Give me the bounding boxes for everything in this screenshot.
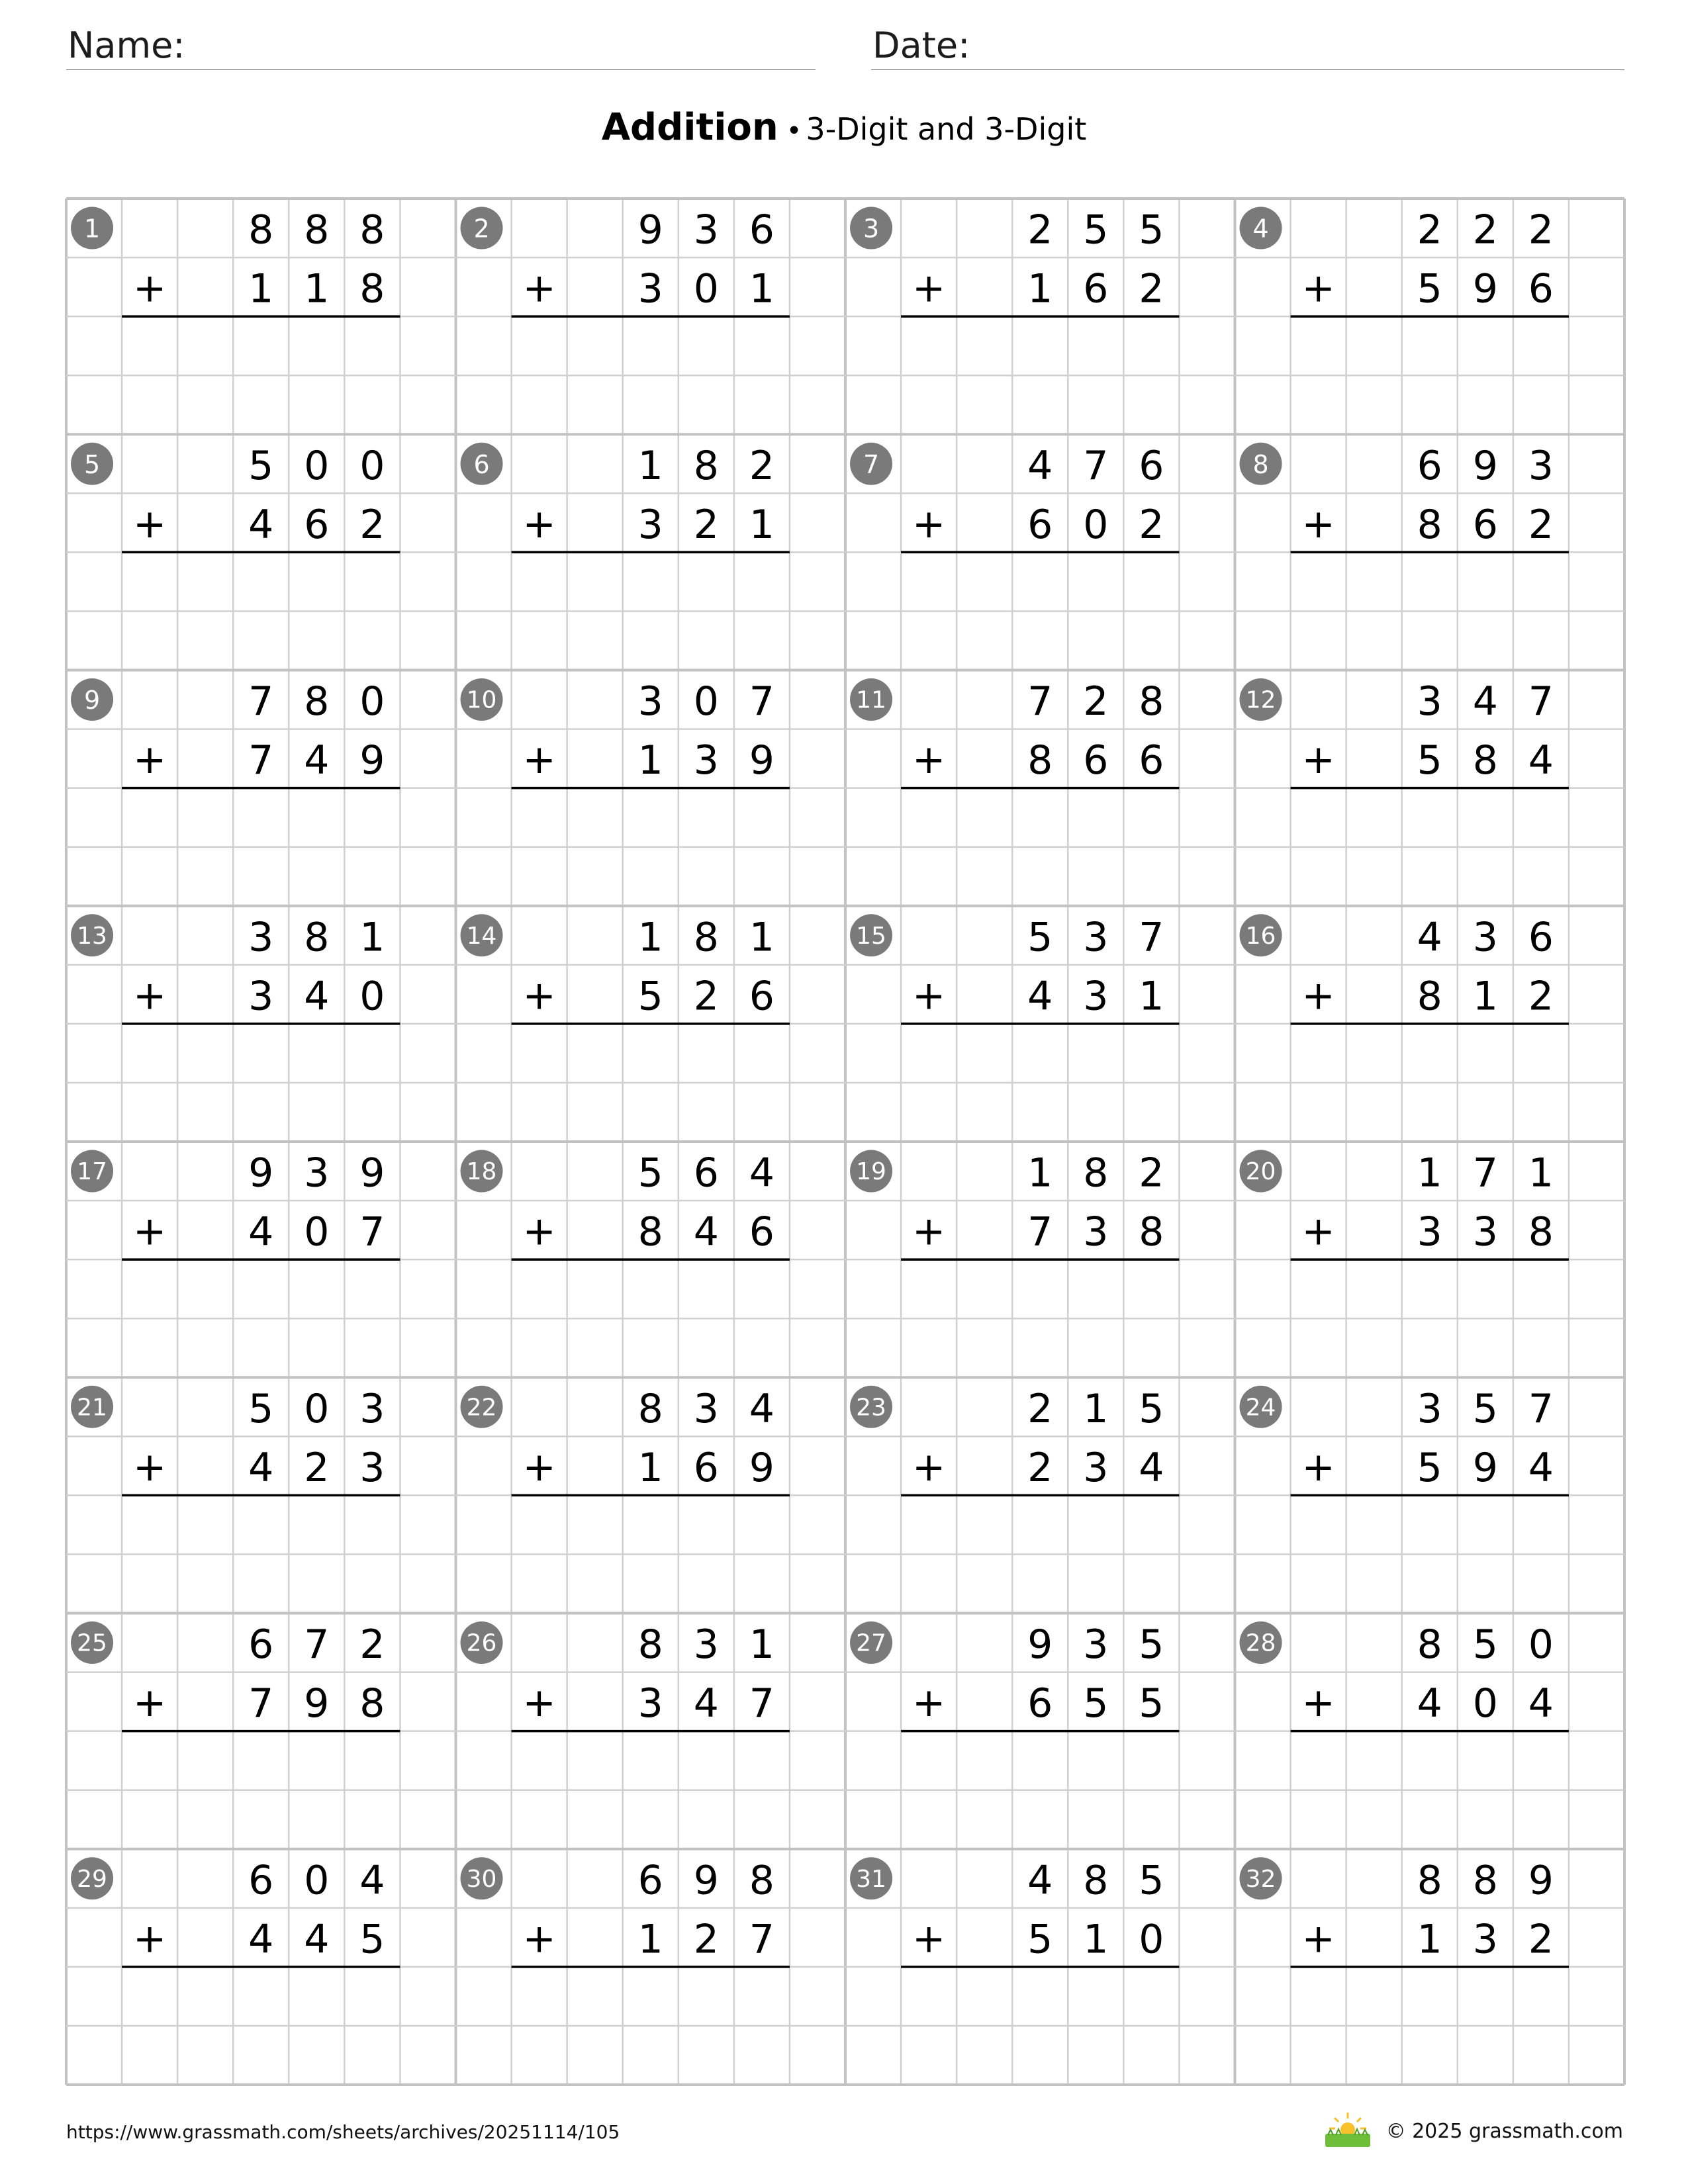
problem-number: 10 (466, 686, 497, 714)
addend-digit: 1 (637, 914, 663, 961)
addend-digit: 5 (1417, 737, 1442, 784)
addend-digit: 2 (1027, 206, 1053, 253)
addend-digit: 6 (693, 1444, 719, 1491)
addend-digit: 3 (693, 737, 719, 784)
addend-digit: 6 (304, 501, 330, 548)
addend-digit: 8 (693, 914, 719, 961)
addend-digit: 4 (749, 1150, 774, 1197)
addend-digit: 2 (304, 1444, 330, 1491)
addend-digit: 0 (1139, 1916, 1164, 1963)
addend-digit: 2 (693, 501, 719, 548)
problem-number: 3 (863, 214, 880, 244)
addend-digit: 3 (1083, 1621, 1109, 1668)
problem-number: 14 (466, 922, 497, 950)
addend-digit: 1 (359, 914, 385, 961)
addend-digit: 9 (1472, 442, 1498, 489)
addend-digit: 0 (304, 442, 330, 489)
problem-number: 28 (1245, 1629, 1276, 1657)
addend-digit: 2 (693, 1916, 719, 1963)
addend-digit: 2 (1528, 501, 1554, 548)
date-label: Date: (872, 24, 970, 66)
addend-digit: 5 (359, 1916, 385, 1963)
addend-digit: 4 (693, 1208, 719, 1255)
addend-digit: 8 (248, 206, 274, 253)
addend-digit: 9 (637, 206, 663, 253)
addend-digit: 4 (693, 1680, 719, 1727)
addend-digit: 7 (1528, 1385, 1554, 1432)
addend-digit: 5 (637, 1150, 663, 1197)
addend-digit: 4 (1027, 973, 1053, 1020)
addend-digit: 1 (1083, 1385, 1109, 1432)
addend-digit: 7 (749, 678, 774, 725)
addend-digit: 1 (1027, 1150, 1053, 1197)
addend-digit: 8 (304, 914, 330, 961)
addend-digit: 0 (1472, 1680, 1498, 1727)
addend-digit: 5 (1139, 206, 1164, 253)
addend-digit: 7 (248, 1680, 274, 1727)
addend-digit: 8 (637, 1621, 663, 1668)
problem-number: 29 (77, 1865, 107, 1893)
addend-digit: 5 (1417, 265, 1442, 312)
addend-digit: 8 (1528, 1208, 1554, 1255)
addend-digit: 4 (304, 973, 330, 1020)
addend-digit: 7 (248, 737, 274, 784)
addend-digit: 6 (637, 1857, 663, 1904)
addend-digit: 8 (1139, 1208, 1164, 1255)
addend-digit: 7 (749, 1916, 774, 1963)
addend-digit: 2 (1139, 1150, 1164, 1197)
plus-sign: + (1301, 1915, 1335, 1962)
addend-digit: 1 (1472, 973, 1498, 1020)
addend-digit: 8 (693, 442, 719, 489)
addend-digit: 0 (1083, 501, 1109, 548)
problem-number: 11 (856, 686, 886, 714)
addend-digit: 2 (1027, 1444, 1053, 1491)
grass-sun-logo-icon (1324, 2110, 1372, 2148)
addend-digit: 1 (749, 1621, 774, 1668)
plus-sign: + (1301, 1208, 1335, 1255)
problem-number: 19 (856, 1158, 886, 1186)
addend-digit: 3 (1417, 678, 1442, 725)
addend-digit: 5 (1027, 1916, 1053, 1963)
problem-number: 8 (1252, 449, 1269, 479)
addend-digit: 4 (749, 1385, 774, 1432)
addend-digit: 4 (1472, 678, 1498, 725)
addend-digit: 5 (248, 442, 274, 489)
addend-digit: 5 (1139, 1621, 1164, 1668)
addend-digit: 8 (304, 206, 330, 253)
addend-digit: 4 (248, 1916, 274, 1963)
addend-digit: 4 (1417, 1680, 1442, 1727)
plus-sign: + (912, 1915, 946, 1962)
addend-digit: 8 (359, 206, 385, 253)
addend-digit: 8 (637, 1385, 663, 1432)
problem-number: 20 (1245, 1158, 1276, 1186)
problem-number: 5 (83, 449, 101, 479)
addend-digit: 0 (359, 678, 385, 725)
addend-digit: 6 (1083, 265, 1109, 312)
addend-digit: 7 (304, 1621, 330, 1668)
addend-digit: 5 (1417, 1444, 1442, 1491)
addend-digit: 3 (359, 1385, 385, 1432)
addend-digit: 2 (1139, 501, 1164, 548)
addend-digit: 7 (359, 1208, 385, 1255)
plus-sign: + (522, 1915, 556, 1962)
addend-digit: 7 (1027, 678, 1053, 725)
addend-digit: 8 (1027, 737, 1053, 784)
addend-digit: 2 (693, 973, 719, 1020)
addend-digit: 3 (1472, 914, 1498, 961)
addend-digit: 0 (304, 1857, 330, 1904)
addend-digit: 4 (1027, 1857, 1053, 1904)
problem-number: 25 (77, 1629, 107, 1657)
addend-digit: 1 (304, 265, 330, 312)
plus-sign: + (522, 737, 556, 784)
addend-digit: 5 (248, 1385, 274, 1432)
addend-digit: 9 (749, 737, 774, 784)
plus-sign: + (1301, 1443, 1335, 1490)
addend-digit: 6 (248, 1621, 274, 1668)
addend-digit: 5 (1139, 1857, 1164, 1904)
addend-digit: 7 (1139, 914, 1164, 961)
addend-digit: 3 (1083, 1208, 1109, 1255)
addend-digit: 6 (749, 1208, 774, 1255)
addend-digit: 5 (1083, 206, 1109, 253)
addend-digit: 8 (359, 1680, 385, 1727)
problem-number: 1 (83, 214, 101, 244)
addend-digit: 4 (304, 1916, 330, 1963)
addend-digit: 2 (359, 1621, 385, 1668)
addend-digit: 6 (248, 1857, 274, 1904)
addend-digit: 3 (637, 1680, 663, 1727)
addend-digit: 3 (1083, 914, 1109, 961)
addend-digit: 8 (1472, 1857, 1498, 1904)
addend-digit: 8 (1417, 1857, 1442, 1904)
addend-digit: 8 (749, 1857, 774, 1904)
plus-sign: + (132, 1208, 167, 1255)
problem-number: 22 (466, 1394, 497, 1422)
footer-url[interactable]: https://www.grassmath.com/sheets/archives/20251114/105 (66, 2121, 620, 2143)
addend-digit: 1 (1417, 1150, 1442, 1197)
addend-digit: 3 (637, 501, 663, 548)
problem-number: 31 (856, 1865, 886, 1893)
addend-digit: 7 (248, 678, 274, 725)
problem-number: 17 (77, 1158, 107, 1186)
addend-digit: 3 (693, 1621, 719, 1668)
addend-digit: 2 (1083, 678, 1109, 725)
problem-number: 26 (466, 1629, 497, 1657)
plus-sign: + (912, 972, 946, 1019)
plus-sign: + (522, 265, 556, 312)
plus-sign: + (912, 1208, 946, 1255)
problem-number: 7 (863, 449, 880, 479)
addend-digit: 7 (1083, 442, 1109, 489)
addend-digit: 0 (1528, 1621, 1554, 1668)
plus-sign: + (912, 1680, 946, 1727)
addend-digit: 1 (1528, 1150, 1554, 1197)
plus-sign: + (912, 265, 946, 312)
addend-digit: 3 (637, 678, 663, 725)
addend-digit: 9 (749, 1444, 774, 1491)
addend-digit: 8 (359, 265, 385, 312)
plus-sign: + (132, 1680, 167, 1727)
addend-digit: 6 (1027, 1680, 1053, 1727)
addend-digit: 5 (1139, 1680, 1164, 1727)
addend-digit: 3 (359, 1444, 385, 1491)
addend-digit: 8 (1417, 973, 1442, 1020)
plus-sign: + (522, 1443, 556, 1490)
addend-digit: 2 (1417, 206, 1442, 253)
addend-digit: 2 (1027, 1385, 1053, 1432)
addend-digit: 6 (1528, 914, 1554, 961)
addend-digit: 0 (304, 1208, 330, 1255)
plus-sign: + (912, 737, 946, 784)
problem-number: 18 (466, 1158, 497, 1186)
title-separator: • (786, 116, 802, 146)
problem-number: 12 (1245, 686, 1276, 714)
addend-digit: 6 (1417, 442, 1442, 489)
addend-digit: 2 (1528, 1916, 1554, 1963)
addend-digit: 8 (304, 678, 330, 725)
addend-digit: 4 (1528, 1444, 1554, 1491)
addend-digit: 8 (1083, 1857, 1109, 1904)
addend-digit: 1 (749, 501, 774, 548)
addend-digit: 7 (749, 1680, 774, 1727)
addend-digit: 0 (693, 678, 719, 725)
plus-sign: + (132, 1443, 167, 1490)
problem-number: 32 (1245, 1865, 1276, 1893)
addend-digit: 5 (1472, 1385, 1498, 1432)
plus-sign: + (522, 500, 556, 547)
addend-digit: 5 (1139, 1385, 1164, 1432)
addend-digit: 6 (1139, 737, 1164, 784)
addend-digit: 2 (749, 442, 774, 489)
addend-digit: 6 (1083, 737, 1109, 784)
plus-sign: + (522, 1680, 556, 1727)
addend-digit: 9 (1027, 1621, 1053, 1668)
addend-digit: 8 (1139, 678, 1164, 725)
addend-digit: 2 (1472, 206, 1498, 253)
addend-digit: 0 (304, 1385, 330, 1432)
addend-digit: 5 (1027, 914, 1053, 961)
plus-sign: + (132, 265, 167, 312)
addend-digit: 6 (1528, 265, 1554, 312)
addend-digit: 3 (248, 973, 274, 1020)
problem-number: 24 (1245, 1394, 1276, 1422)
addend-digit: 5 (1472, 1621, 1498, 1668)
addend-digit: 0 (693, 265, 719, 312)
title-subtitle: 3-Digit and 3-Digit (806, 111, 1087, 147)
addend-digit: 3 (1083, 1444, 1109, 1491)
addend-digit: 6 (1027, 501, 1053, 548)
problem-number: 30 (466, 1865, 497, 1893)
problem-number: 13 (77, 922, 107, 950)
addend-digit: 3 (1472, 1208, 1498, 1255)
addend-digit: 6 (1472, 501, 1498, 548)
addend-digit: 9 (1528, 1857, 1554, 1904)
addend-digit: 5 (637, 973, 663, 1020)
addend-digit: 9 (1472, 265, 1498, 312)
addend-digit: 7 (1472, 1150, 1498, 1197)
addend-digit: 4 (304, 737, 330, 784)
addend-digit: 1 (1027, 265, 1053, 312)
plus-sign: + (522, 972, 556, 1019)
addend-digit: 7 (1027, 1208, 1053, 1255)
problem-number: 6 (473, 449, 490, 479)
plus-sign: + (1301, 972, 1335, 1019)
addend-digit: 9 (1472, 1444, 1498, 1491)
addend-digit: 4 (248, 1444, 274, 1491)
addend-digit: 1 (637, 442, 663, 489)
addend-digit: 4 (1528, 1680, 1554, 1727)
addend-digit: 9 (304, 1680, 330, 1727)
addend-digit: 3 (1417, 1208, 1442, 1255)
plus-sign: + (132, 500, 167, 547)
addend-digit: 8 (1417, 1621, 1442, 1668)
addend-digit: 6 (693, 1150, 719, 1197)
addend-digit: 1 (749, 265, 774, 312)
plus-sign: + (1301, 500, 1335, 547)
title-main: Addition (601, 106, 778, 149)
plus-sign: + (1301, 1680, 1335, 1727)
plus-sign: + (132, 972, 167, 1019)
addend-digit: 8 (1083, 1150, 1109, 1197)
problem-number: 4 (1252, 214, 1269, 244)
addend-digit: 3 (1528, 442, 1554, 489)
addend-digit: 3 (304, 1150, 330, 1197)
addend-digit: 4 (248, 1208, 274, 1255)
problem-number: 2 (473, 214, 490, 244)
addend-digit: 9 (359, 737, 385, 784)
addend-digit: 1 (637, 737, 663, 784)
addend-digit: 3 (1417, 1385, 1442, 1432)
plus-sign: + (132, 737, 167, 784)
plus-sign: + (132, 1915, 167, 1962)
addend-digit: 1 (637, 1444, 663, 1491)
addend-digit: 6 (1139, 442, 1164, 489)
problem-number: 27 (856, 1629, 886, 1657)
addend-digit: 0 (359, 973, 385, 1020)
addend-digit: 1 (1417, 1916, 1442, 1963)
addend-digit: 9 (248, 1150, 274, 1197)
addend-digit: 8 (637, 1208, 663, 1255)
addend-digit: 4 (359, 1857, 385, 1904)
name-label: Name: (68, 24, 185, 66)
addend-digit: 3 (248, 914, 274, 961)
addend-digit: 3 (1472, 1916, 1498, 1963)
plus-sign: + (522, 1208, 556, 1255)
plus-sign: + (1301, 265, 1335, 312)
addend-digit: 9 (359, 1150, 385, 1197)
addend-digit: 2 (359, 501, 385, 548)
addend-digit: 1 (637, 1916, 663, 1963)
addend-digit: 6 (749, 206, 774, 253)
addend-digit: 7 (1528, 678, 1554, 725)
addend-digit: 2 (1528, 973, 1554, 1020)
addend-digit: 3 (693, 206, 719, 253)
addend-digit: 4 (1528, 737, 1554, 784)
addend-digit: 3 (693, 1385, 719, 1432)
addend-digit: 8 (1472, 737, 1498, 784)
problem-number: 15 (856, 922, 886, 950)
addend-digit: 5 (1083, 1680, 1109, 1727)
addend-digit: 1 (248, 265, 274, 312)
addend-digit: 4 (248, 501, 274, 548)
addend-digit: 1 (749, 914, 774, 961)
addend-digit: 4 (1417, 914, 1442, 961)
addend-digit: 6 (749, 973, 774, 1020)
problem-number: 9 (83, 686, 101, 715)
problem-number: 23 (856, 1394, 886, 1422)
addend-digit: 1 (1083, 1916, 1109, 1963)
addend-digit: 3 (637, 265, 663, 312)
footer-copyright: © 2025 grassmath.com (1385, 2120, 1623, 2143)
addend-digit: 8 (1417, 501, 1442, 548)
addend-digit: 1 (1139, 973, 1164, 1020)
addend-digit: 4 (1027, 442, 1053, 489)
problem-number: 16 (1245, 922, 1276, 950)
addend-digit: 0 (359, 442, 385, 489)
addend-digit: 2 (1139, 265, 1164, 312)
addend-digit: 4 (1139, 1444, 1164, 1491)
addend-digit: 3 (1083, 973, 1109, 1020)
addend-digit: 9 (693, 1857, 719, 1904)
plus-sign: + (912, 500, 946, 547)
problem-number: 21 (77, 1394, 107, 1422)
addend-digit: 2 (1528, 206, 1554, 253)
plus-sign: + (1301, 737, 1335, 784)
plus-sign: + (912, 1443, 946, 1490)
